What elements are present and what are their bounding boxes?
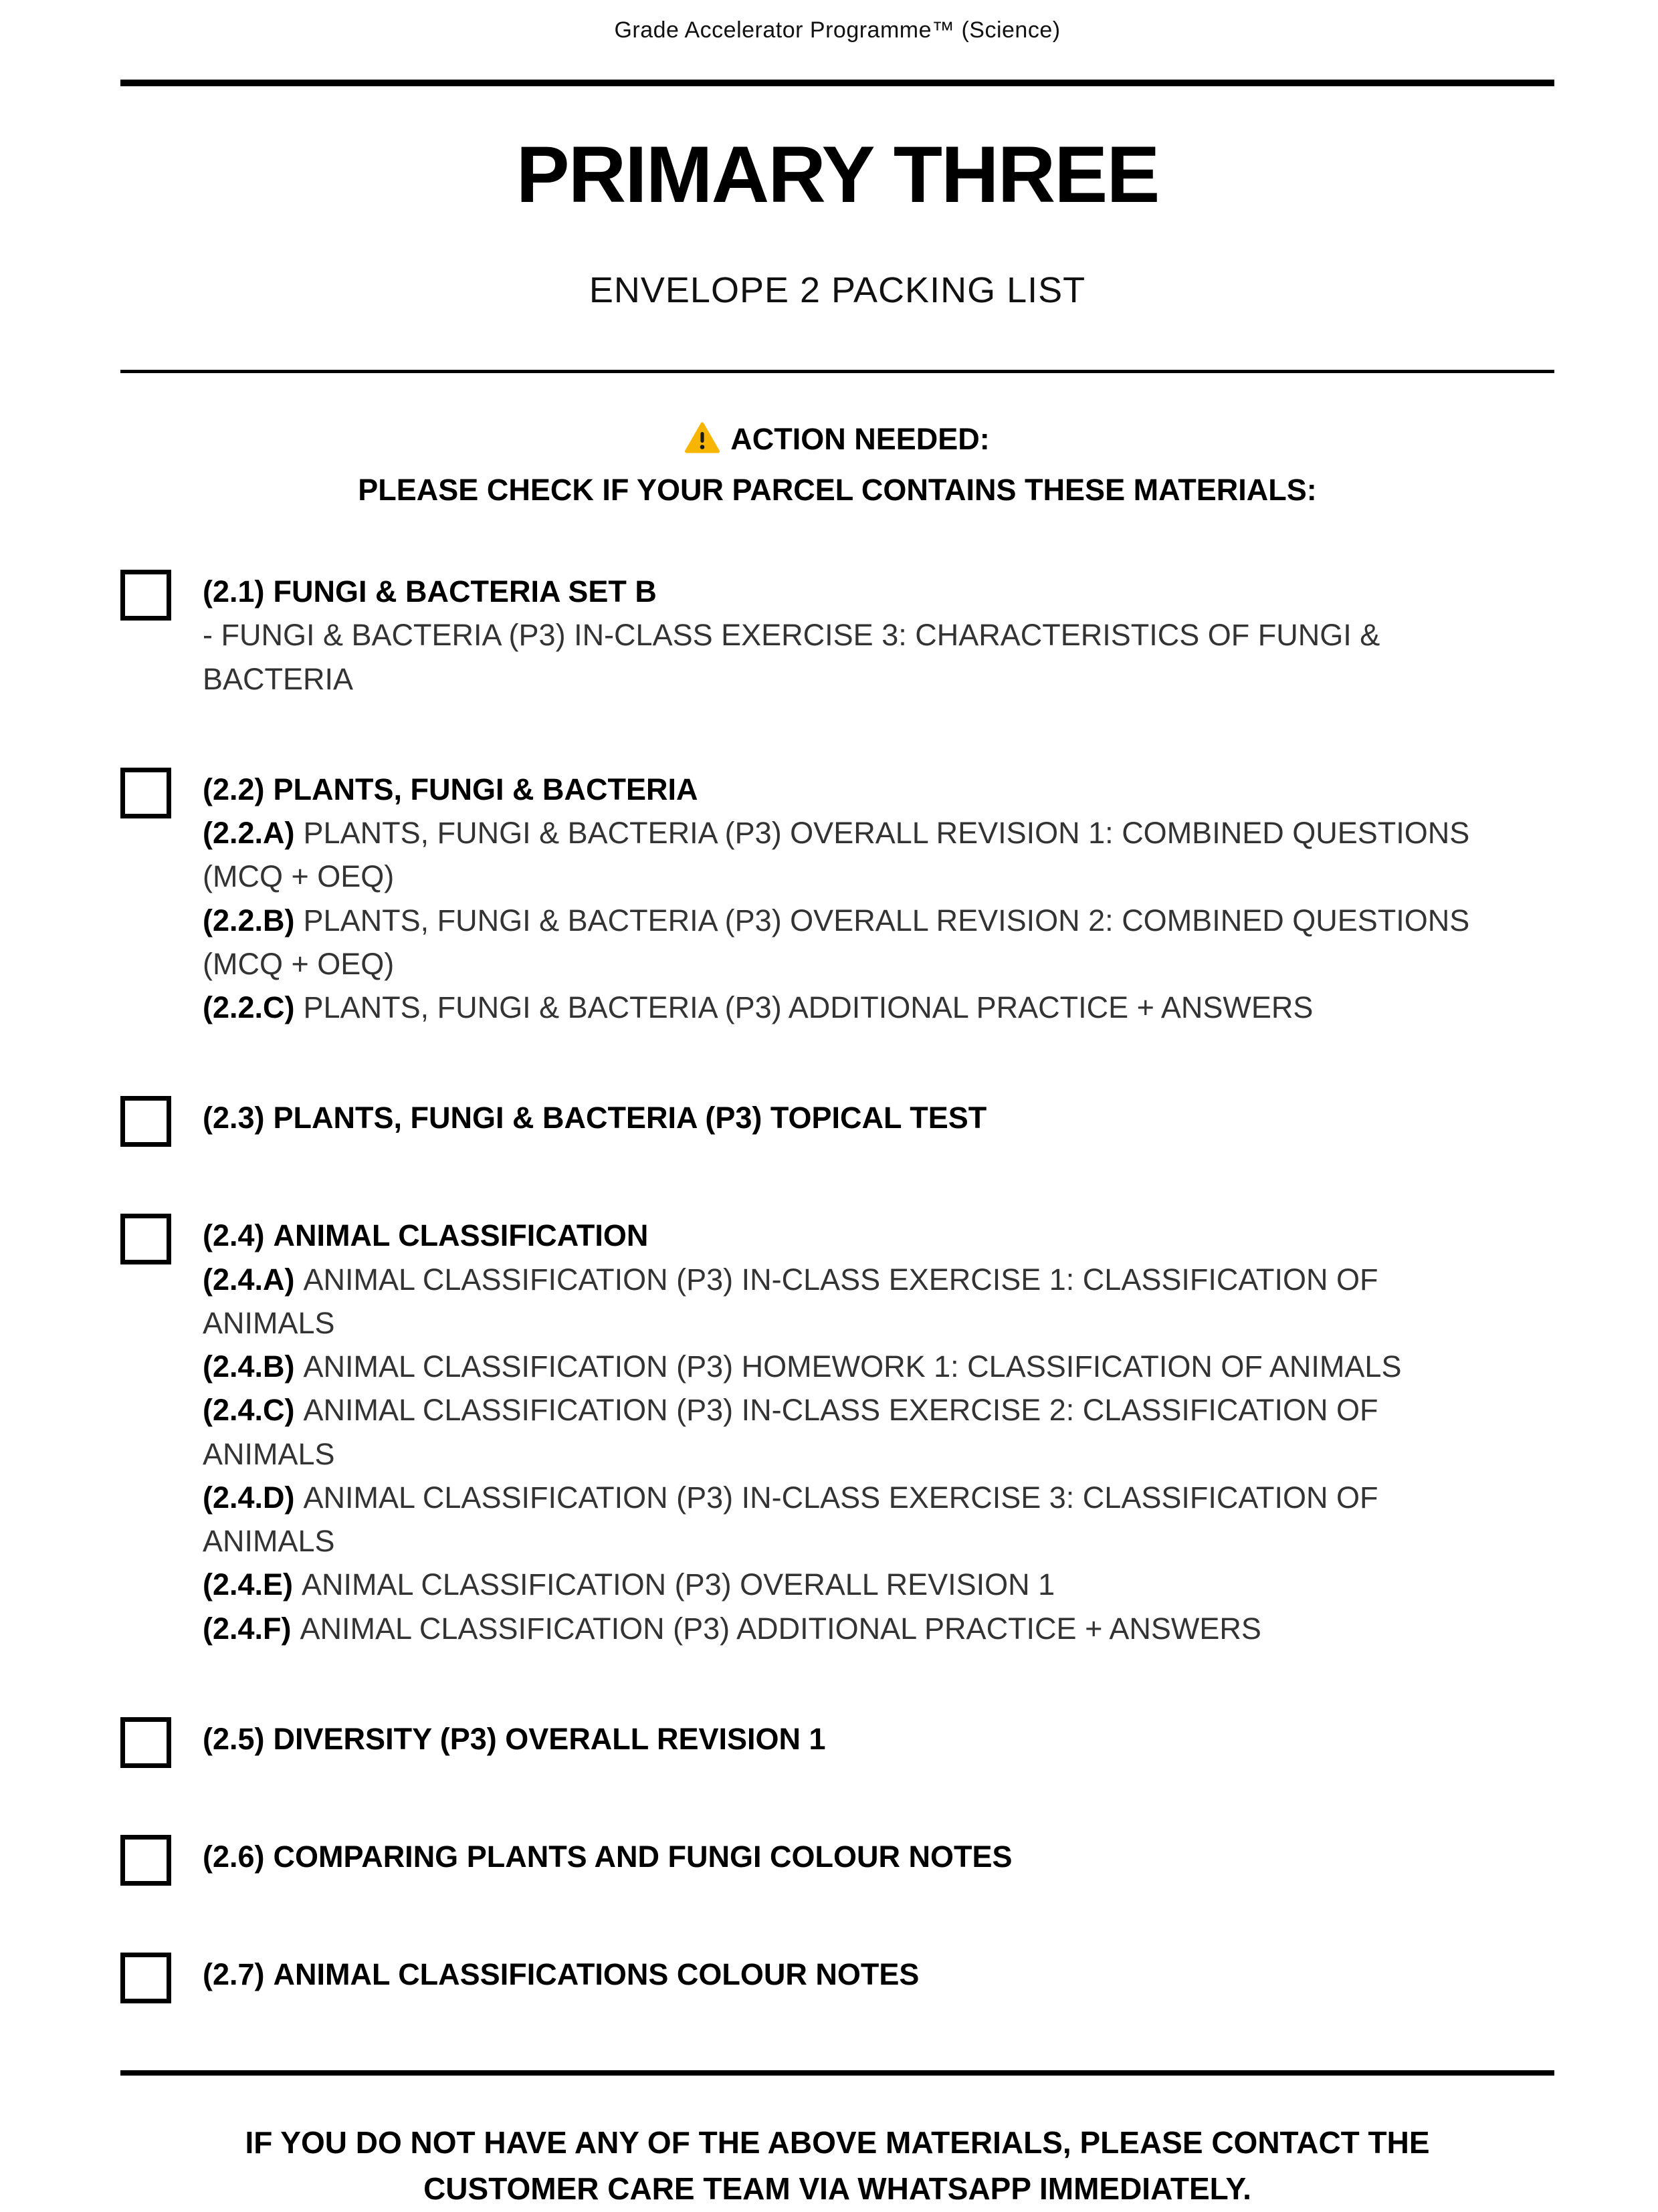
divider-top [120,80,1554,86]
checklist-item-text [203,768,1480,1030]
subitem-text: - FUNGI & BACTERIA (P3) IN-CLASS EXERCISE 3: CHARACTERISTICS OF FUNGI & BACTERIA [203,618,1380,696]
subitem-text: ANIMAL CLASSIFICATION (P3) IN-CLASS EXERCISE 2: CLASSIFICATION OF ANIMALS [203,1393,1378,1471]
checklist-subitem [203,899,1480,986]
item-code: (2.7) [203,1957,265,1991]
checklist-subitem [203,1258,1480,1345]
item-code: (2.6) [203,1839,265,1874]
checkbox-2.4[interactable] [120,1214,171,1264]
checklist-item [120,1096,1554,1147]
checkbox-2.5[interactable] [120,1717,171,1768]
checklist [120,570,1554,2003]
divider-header [120,370,1554,373]
checkbox-2.7[interactable] [120,1953,171,2003]
subitem-text: ANIMAL CLASSIFICATION (P3) IN-CLASS EXERCISE 3: CLASSIFICATION OF ANIMALS [203,1480,1378,1558]
checklist-item [120,570,1554,701]
checklist-item-heading [203,1214,1480,1257]
checklist-subitem [203,1388,1480,1476]
checklist-item-heading [203,1717,826,1761]
item-code: (2.2) [203,772,265,806]
checkbox-2.1[interactable] [120,570,171,621]
action-needed-block [120,421,1554,508]
subitem-code: (2.2.C) [203,990,295,1024]
checklist-item-text [203,1096,987,1139]
checklist-item-heading [203,1835,1013,1878]
divider-footer [120,2070,1554,2076]
checklist-item-heading [203,1953,919,1996]
program-title: Grade Accelerator Programme™ (Science) [614,17,1061,43]
item-code: (2.5) [203,1721,265,1756]
item-code: (2.4) [203,1218,265,1253]
subitem-text: ANIMAL CLASSIFICATION (P3) ADDITIONAL PRACTICE + ANSWERS [300,1611,1261,1646]
item-title: FUNGI & BACTERIA SET B [273,574,657,609]
item-title: ANIMAL CLASSIFICATION [273,1218,649,1253]
checklist-item [120,1953,1554,2003]
item-code: (2.3) [203,1101,265,1135]
checklist-subitem [203,986,1480,1029]
item-code: (2.1) [203,574,265,609]
checklist-subitem [203,1345,1480,1388]
checklist-item [120,1214,1554,1650]
subitem-text: PLANTS, FUNGI & BACTERIA (P3) OVERALL REVISION 1: COMBINED QUESTIONS (MCQ + OEQ) [203,816,1470,894]
subitem-text: ANIMAL CLASSIFICATION (P3) IN-CLASS EXERCISE 1: CLASSIFICATION OF ANIMALS [203,1262,1378,1340]
subitem-code: (2.4.B) [203,1349,295,1384]
checklist-subitem [203,811,1480,899]
item-title: DIVERSITY (P3) OVERALL REVISION 1 [273,1721,826,1756]
checklist-subitem [203,1563,1480,1606]
subitem-text: ANIMAL CLASSIFICATION (P3) OVERALL REVISION 1 [302,1567,1055,1602]
checklist-item-text [203,1717,826,1761]
subitem-text: ANIMAL CLASSIFICATION (P3) HOMEWORK 1: CLASSIFICATION OF ANIMALS [303,1349,1402,1384]
action-subheading: PLEASE CHECK IF YOUR PARCEL CONTAINS THESE MATERIALS: [358,473,1317,507]
checklist-item-heading [203,768,1480,811]
page-subtitle: ENVELOPE 2 PACKING LIST [589,270,1086,310]
action-heading-row [120,421,1554,457]
subitem-text: PLANTS, FUNGI & BACTERIA (P3) OVERALL REVISION 2: COMBINED QUESTIONS (MCQ + OEQ) [203,903,1470,981]
checklist-item-text [203,1835,1013,1878]
checklist-item [120,1717,1554,1768]
checklist-item-heading [203,1096,987,1139]
item-title: PLANTS, FUNGI & BACTERIA [273,772,698,806]
checklist-subitem [203,1607,1480,1650]
item-title: COMPARING PLANTS AND FUNGI COLOUR NOTES [273,1839,1013,1874]
checklist-item-text [203,1953,919,1996]
subitem-code: (2.4.A) [203,1262,295,1297]
item-title: ANIMAL CLASSIFICATIONS COLOUR NOTES [273,1957,920,1991]
warning-icon [685,422,720,454]
footer-warning: IF YOU DO NOT HAVE ANY OF THE ABOVE MATERIALS, PLEASE CONTACT THE CUSTOMER CARE TEAM VIA WHATSAPP IMMEDIATELY. [245,2124,1430,2206]
checkbox-2.3[interactable] [120,1096,171,1147]
subitem-text: PLANTS, FUNGI & BACTERIA (P3) ADDITIONAL PRACTICE + ANSWERS [303,990,1314,1024]
action-heading-label: ACTION NEEDED: [730,422,990,456]
checklist-subitem [203,613,1480,701]
checklist-item-heading [203,570,1480,613]
item-title: PLANTS, FUNGI & BACTERIA (P3) TOPICAL TEST [273,1101,987,1135]
page-title: PRIMARY THREE [516,130,1159,219]
subitem-code: (2.4.F) [203,1611,292,1646]
checkbox-2.2[interactable] [120,768,171,818]
checklist-item-text [203,570,1480,701]
checklist-subitem [203,1476,1480,1563]
checklist-item-text [203,1214,1480,1650]
checkbox-2.6[interactable] [120,1835,171,1886]
subitem-code: (2.4.D) [203,1480,295,1515]
subitem-code: (2.2.B) [203,903,295,937]
subitem-code: (2.4.C) [203,1393,295,1428]
subitem-code: (2.4.E) [203,1567,294,1602]
checklist-item [120,1835,1554,1886]
subitem-code: (2.2.A) [203,816,295,850]
checklist-item [120,768,1554,1030]
